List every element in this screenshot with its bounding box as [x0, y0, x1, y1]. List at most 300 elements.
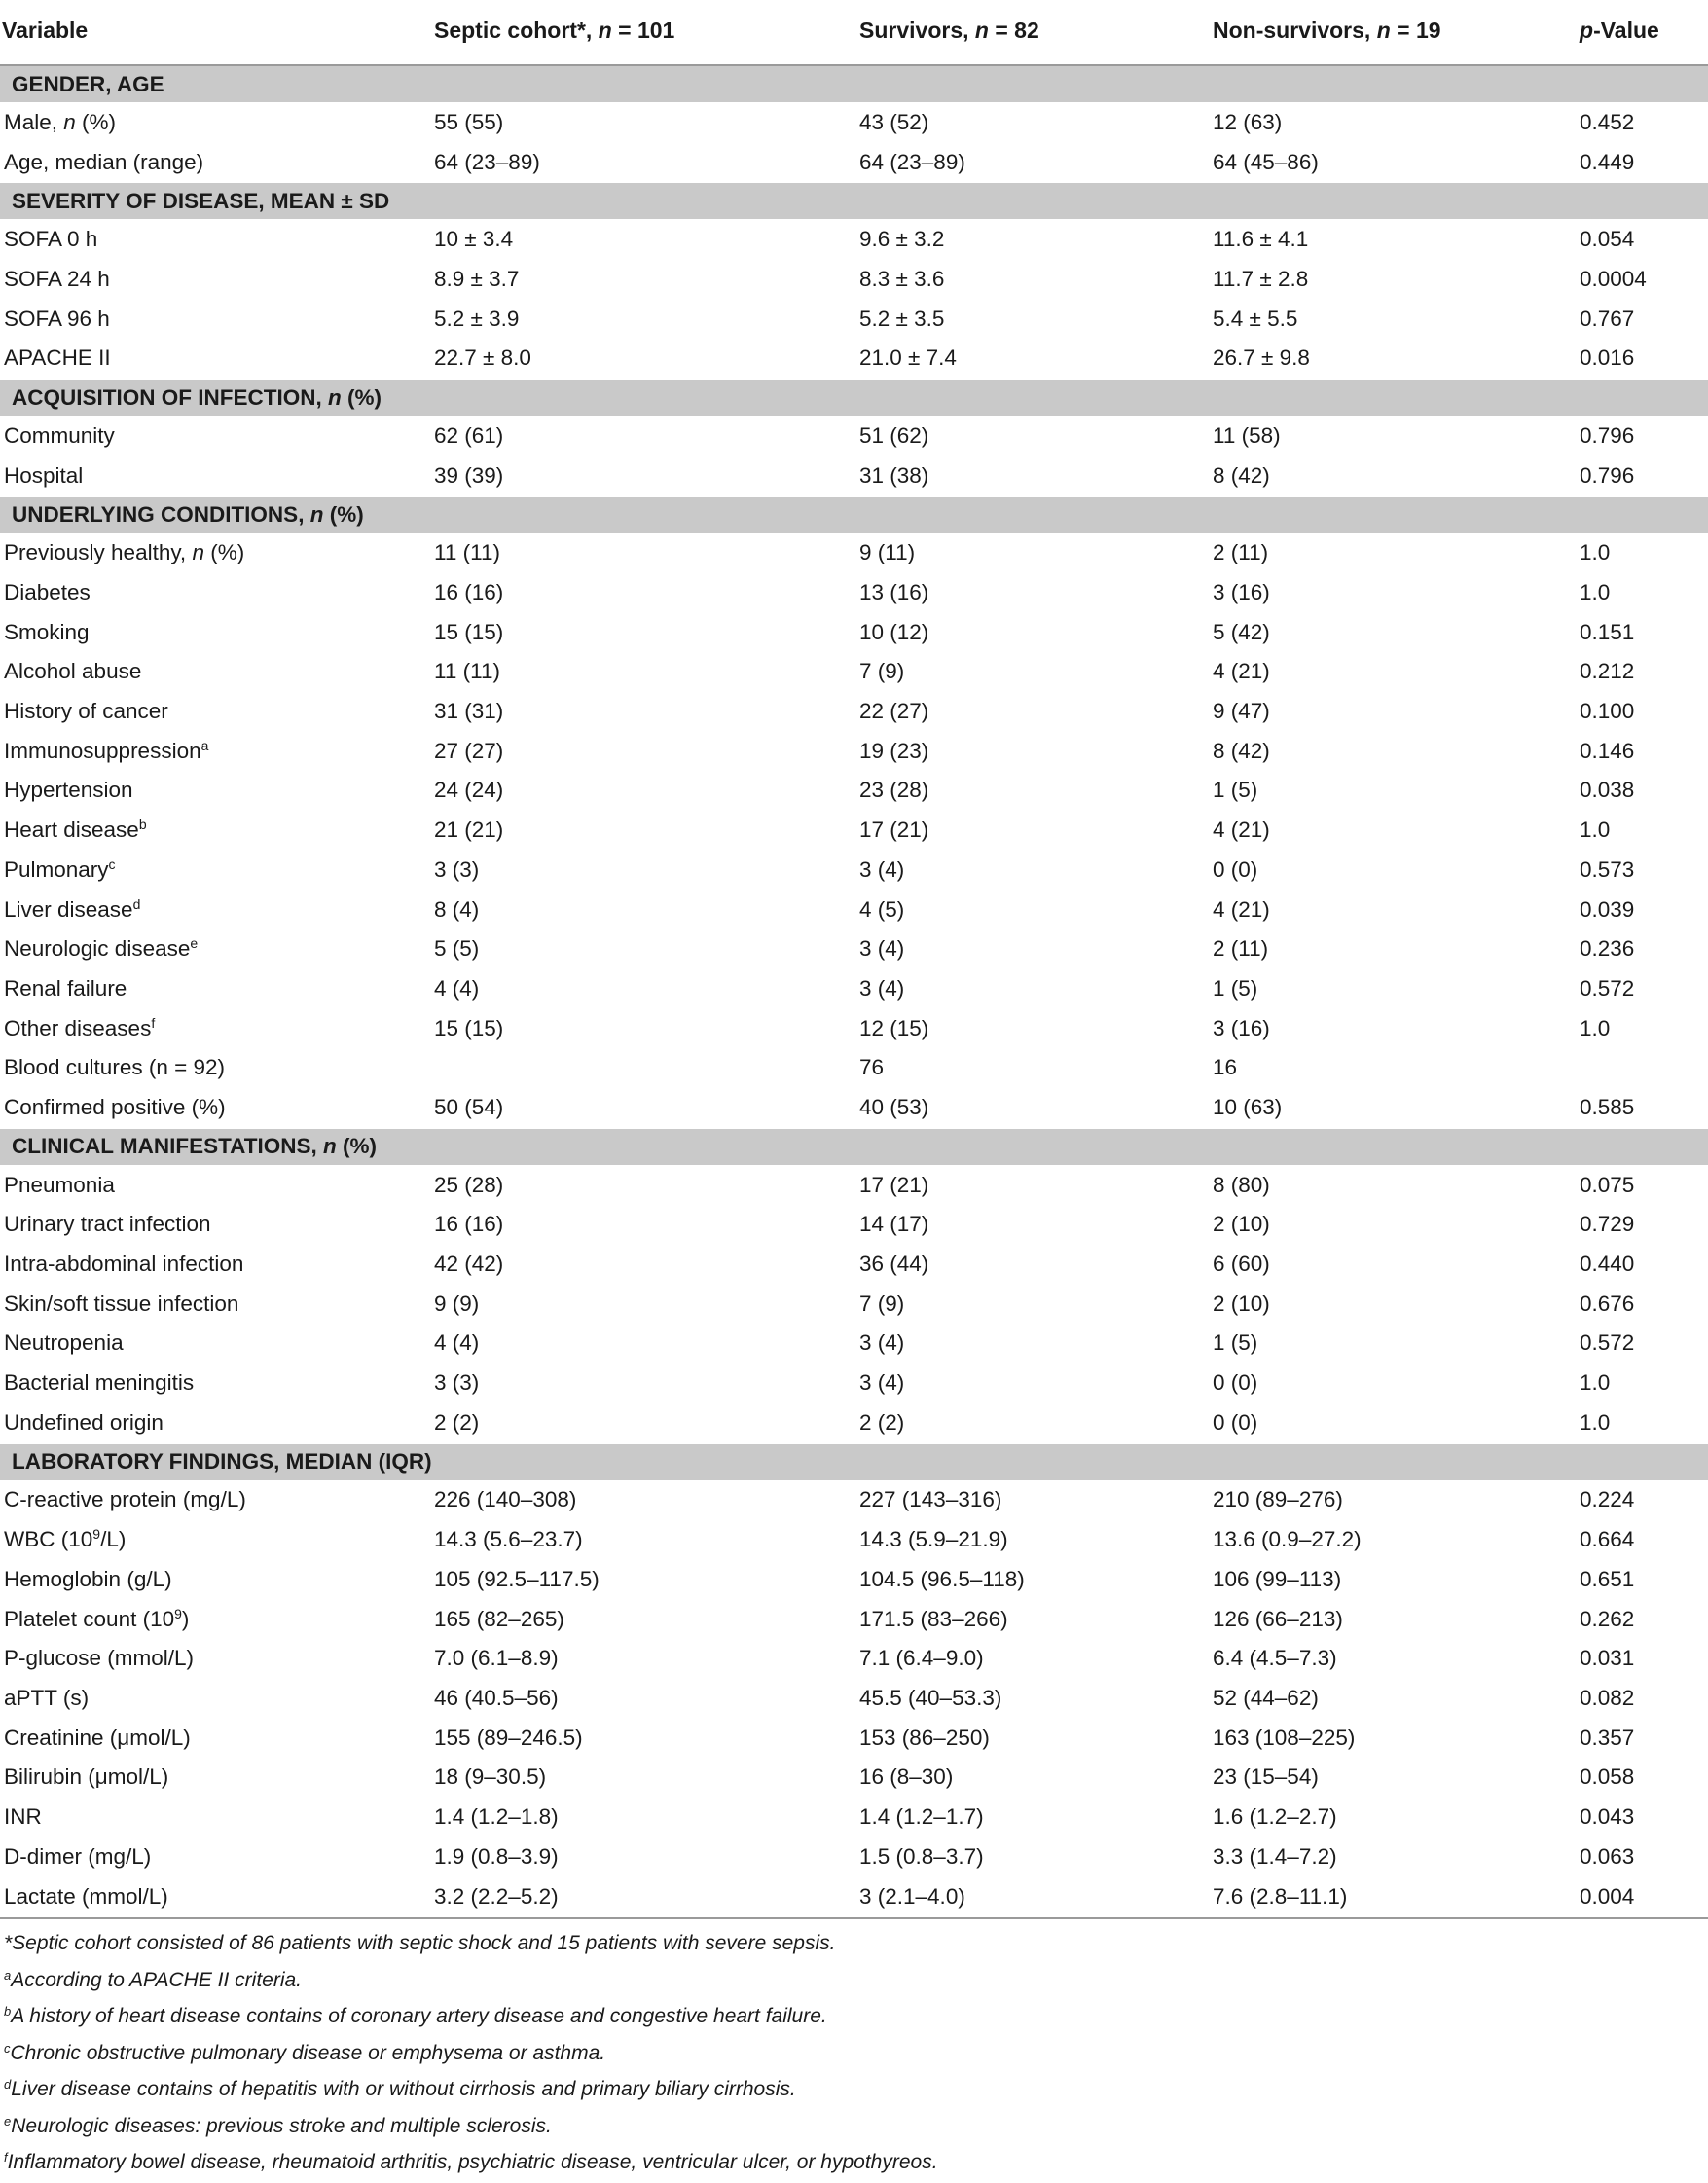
cell-p-value: 1.0 [1576, 1008, 1708, 1048]
cell-survivors: 104.5 (96.5–118) [855, 1560, 1209, 1600]
section-laboratory [0, 1443, 1708, 1481]
cell-septic: 1.4 (1.2–1.8) [430, 1798, 855, 1837]
cell-survivors: 45.5 (40–53.3) [855, 1679, 1209, 1719]
label-text: Other diseases [4, 1015, 152, 1040]
cell-survivors: 12 (15) [855, 1008, 1209, 1048]
row-label: Undefined origin [0, 1402, 430, 1442]
cell-nonsurvivors: 11.6 ± 4.1 [1209, 220, 1576, 260]
cell-p-value: 0.016 [1576, 339, 1708, 379]
header-non-survivors [1209, 0, 1576, 65]
table-row [0, 1480, 1708, 1520]
cell-survivors: 7 (9) [855, 652, 1209, 692]
section-title-prefix: ACQUISITION OF INFECTION, [12, 384, 328, 410]
row-label: Hypertension [0, 771, 430, 811]
cell-survivors: 1.4 (1.2–1.7) [855, 1798, 1209, 1837]
cell-nonsurvivors: 52 (44–62) [1209, 1679, 1576, 1719]
cell-survivors: 14.3 (5.9–21.9) [855, 1520, 1209, 1560]
cell-septic: 15 (15) [430, 612, 855, 652]
cell-survivors: 10 (12) [855, 612, 1209, 652]
footnote-marker: a [200, 737, 209, 753]
cell-survivors: 2 (2) [855, 1402, 1209, 1442]
cell-septic: 14.3 (5.6–23.7) [430, 1520, 855, 1560]
row-label: Bilirubin (μmol/L) [0, 1758, 430, 1798]
cell-septic: 42 (42) [430, 1245, 855, 1285]
cell-nonsurvivors: 0 (0) [1209, 1402, 1576, 1442]
cell-p-value: 0.075 [1576, 1165, 1708, 1205]
footnote-text: Liver disease contains of hepatitis with or without cirrhosis and primary biliary cirrhosis. [11, 2078, 796, 2100]
table-row [0, 652, 1708, 692]
cell-nonsurvivors: 26.7 ± 9.8 [1209, 339, 1576, 379]
section-title-suffix: (%) [341, 384, 382, 410]
cell-nonsurvivors: 23 (15–54) [1209, 1758, 1576, 1798]
cell-survivors: 21.0 ± 7.4 [855, 339, 1209, 379]
label-exponent: 9 [174, 1605, 182, 1621]
cell-septic: 2 (2) [430, 1402, 855, 1442]
header-p-suffix: -Value [1593, 17, 1659, 43]
header-variable: Variable [0, 0, 430, 65]
row-label: P-glucose (mmol/L) [0, 1639, 430, 1679]
section-title: GENDER, AGE [0, 65, 1708, 103]
table-row [0, 1324, 1708, 1364]
footnote-e [4, 2108, 1697, 2145]
row-label: SOFA 96 h [0, 299, 430, 339]
cell-septic: 5.2 ± 3.9 [430, 299, 855, 339]
header-survivors-n: n [974, 17, 989, 43]
table-row [0, 969, 1708, 1009]
section-title [0, 379, 1708, 417]
section-acquisition [0, 379, 1708, 417]
section-underlying [0, 496, 1708, 534]
cell-nonsurvivors: 0 (0) [1209, 1364, 1576, 1403]
label-suffix: (%) [75, 109, 117, 134]
cell-p-value: 0.676 [1576, 1284, 1708, 1324]
table-row [0, 731, 1708, 771]
table-row [0, 1284, 1708, 1324]
cell-septic: 16 (16) [430, 573, 855, 613]
cell-nonsurvivors: 163 (108–225) [1209, 1718, 1576, 1758]
header-p: p [1580, 17, 1594, 43]
row-label: Smoking [0, 612, 430, 652]
footnote-mark: f [4, 2150, 8, 2165]
row-label: Neutropenia [0, 1324, 430, 1364]
cell-survivors: 5.2 ± 3.5 [855, 299, 1209, 339]
row-label: Diabetes [0, 573, 430, 613]
table-row [0, 1599, 1708, 1639]
cell-septic: 55 (55) [430, 103, 855, 143]
cell-septic: 4 (4) [430, 1324, 855, 1364]
section-title: SEVERITY OF DISEASE, MEAN ± SD [0, 182, 1708, 220]
cell-p-value: 1.0 [1576, 1402, 1708, 1442]
cell-survivors: 8.3 ± 3.6 [855, 260, 1209, 300]
cell-septic: 18 (9–30.5) [430, 1758, 855, 1798]
label-n: n [192, 540, 204, 565]
section-clinical [0, 1128, 1708, 1166]
label-n: n [63, 109, 76, 134]
table-row [0, 1718, 1708, 1758]
cell-septic: 11 (11) [430, 652, 855, 692]
cell-nonsurvivors: 4 (21) [1209, 811, 1576, 851]
footnote-text: Neurologic diseases: previous stroke and multiple sclerosis. [11, 2114, 552, 2137]
row-label: Hemoglobin (g/L) [0, 1560, 430, 1600]
label-text: Neurologic disease [4, 936, 191, 962]
table-row [0, 1560, 1708, 1600]
cell-septic: 21 (21) [430, 811, 855, 851]
cell-survivors: 36 (44) [855, 1245, 1209, 1285]
cell-survivors: 171.5 (83–266) [855, 1599, 1209, 1639]
row-label: INR [0, 1798, 430, 1837]
table-row [0, 417, 1708, 456]
footnote-a [4, 1962, 1697, 1999]
cell-survivors: 153 (86–250) [855, 1718, 1209, 1758]
cell-p-value: 0.572 [1576, 1324, 1708, 1364]
cell-nonsurvivors: 1 (5) [1209, 771, 1576, 811]
header-nonsurvivors-prefix: Non-survivors, [1213, 17, 1377, 43]
cell-survivors: 9 (11) [855, 533, 1209, 573]
cell-p-value: 0.004 [1576, 1876, 1708, 1918]
table-row [0, 533, 1708, 573]
cell-p-value: 1.0 [1576, 573, 1708, 613]
cell-nonsurvivors: 5 (42) [1209, 612, 1576, 652]
cell-nonsurvivors: 5.4 ± 5.5 [1209, 299, 1576, 339]
row-label [0, 533, 430, 573]
cell-septic: 46 (40.5–56) [430, 1679, 855, 1719]
cell-p-value: 0.031 [1576, 1639, 1708, 1679]
table-row [0, 1205, 1708, 1245]
cell-nonsurvivors: 3.3 (1.4–7.2) [1209, 1837, 1576, 1876]
cell-nonsurvivors: 126 (66–213) [1209, 1599, 1576, 1639]
table-row [0, 1876, 1708, 1918]
cell-nonsurvivors: 106 (99–113) [1209, 1560, 1576, 1600]
section-title: LABORATORY FINDINGS, MEDIAN (IQR) [0, 1443, 1708, 1481]
row-label [0, 811, 430, 851]
footnote-star: *Septic cohort consisted of 86 patients with septic shock and 15 patients with severe sepsis. [4, 1932, 836, 1954]
cell-nonsurvivors: 2 (11) [1209, 533, 1576, 573]
cell-septic: 10 ± 3.4 [430, 220, 855, 260]
header-septic-n: n [598, 17, 612, 43]
table-row [0, 1364, 1708, 1403]
cell-survivors: 4 (5) [855, 890, 1209, 929]
cell-septic: 155 (89–246.5) [430, 1718, 855, 1758]
cell-nonsurvivors: 7.6 (2.8–11.1) [1209, 1876, 1576, 1918]
cell-p-value: 0.039 [1576, 890, 1708, 929]
cell-p-value: 0.063 [1576, 1837, 1708, 1876]
footnote-marker: d [132, 895, 141, 912]
row-label: Renal failure [0, 969, 430, 1009]
table-row [0, 1402, 1708, 1442]
row-label: C-reactive protein (mg/L) [0, 1480, 430, 1520]
cell-septic: 31 (31) [430, 692, 855, 732]
cell-p-value: 0.729 [1576, 1205, 1708, 1245]
cell-survivors: 64 (23–89) [855, 142, 1209, 182]
header-septic-cohort [430, 0, 855, 65]
cell-p-value: 0.058 [1576, 1758, 1708, 1798]
footnote-c [4, 2035, 1697, 2072]
cell-nonsurvivors: 4 (21) [1209, 652, 1576, 692]
cell-survivors: 1.5 (0.8–3.7) [855, 1837, 1209, 1876]
cell-nonsurvivors: 64 (45–86) [1209, 142, 1576, 182]
label-suffix: (%) [203, 540, 245, 565]
cell-survivors: 3 (4) [855, 929, 1209, 969]
cell-p-value: 0.796 [1576, 455, 1708, 495]
row-label: Urinary tract infection [0, 1205, 430, 1245]
table-row [0, 1639, 1708, 1679]
cell-septic: 16 (16) [430, 1205, 855, 1245]
table-row [0, 1165, 1708, 1205]
cell-survivors: 9.6 ± 3.2 [855, 220, 1209, 260]
row-label: Age, median (range) [0, 142, 430, 182]
row-label: Community [0, 417, 430, 456]
row-label: Blood cultures (n = 92) [0, 1048, 430, 1088]
cell-nonsurvivors: 9 (47) [1209, 692, 1576, 732]
cell-septic: 4 (4) [430, 969, 855, 1009]
footnote-d [4, 2071, 1697, 2108]
label-text: Male, [4, 109, 64, 134]
row-label: SOFA 0 h [0, 220, 430, 260]
cell-p-value: 0.0004 [1576, 260, 1708, 300]
footnote-marker: b [138, 817, 147, 833]
cell-nonsurvivors: 11.7 ± 2.8 [1209, 260, 1576, 300]
cell-nonsurvivors: 8 (80) [1209, 1165, 1576, 1205]
cell-septic [430, 1048, 855, 1088]
table-row [0, 612, 1708, 652]
cell-survivors: 22 (27) [855, 692, 1209, 732]
row-label [0, 1599, 430, 1639]
footnote-mark: b [4, 2004, 12, 2019]
cell-p-value: 0.651 [1576, 1560, 1708, 1600]
cell-p-value: 0.038 [1576, 771, 1708, 811]
cell-survivors: 3 (2.1–4.0) [855, 1876, 1209, 1918]
cell-nonsurvivors: 2 (10) [1209, 1205, 1576, 1245]
cell-nonsurvivors: 16 [1209, 1048, 1576, 1088]
row-label: Lactate (mmol/L) [0, 1876, 430, 1918]
cell-survivors: 3 (4) [855, 1364, 1209, 1403]
table-row [0, 890, 1708, 929]
cell-nonsurvivors: 1.6 (1.2–2.7) [1209, 1798, 1576, 1837]
section-title-n: n [323, 1134, 337, 1159]
header-septic-prefix: Septic cohort*, [434, 17, 599, 43]
cell-survivors: 17 (21) [855, 1165, 1209, 1205]
table-row [0, 1048, 1708, 1088]
cell-survivors: 23 (28) [855, 771, 1209, 811]
label-text: WBC (10 [4, 1527, 93, 1552]
cell-septic: 11 (11) [430, 533, 855, 573]
row-label: Intra-abdominal infection [0, 1245, 430, 1285]
cell-septic: 8.9 ± 3.7 [430, 260, 855, 300]
label-text: Platelet count (10 [4, 1606, 175, 1631]
cell-nonsurvivors: 6 (60) [1209, 1245, 1576, 1285]
cell-septic: 165 (82–265) [430, 1599, 855, 1639]
row-label [0, 731, 430, 771]
cell-p-value: 0.440 [1576, 1245, 1708, 1285]
table-footnotes [4, 1925, 1697, 2181]
table-row [0, 455, 1708, 495]
cell-p-value: 0.212 [1576, 652, 1708, 692]
cell-p-value: 1.0 [1576, 533, 1708, 573]
cell-nonsurvivors: 0 (0) [1209, 851, 1576, 891]
table-row [0, 929, 1708, 969]
row-label: Bacterial meningitis [0, 1364, 430, 1403]
cell-p-value: 0.452 [1576, 103, 1708, 143]
cell-nonsurvivors: 4 (21) [1209, 890, 1576, 929]
label-suffix: ) [181, 1606, 190, 1631]
cell-p-value: 0.767 [1576, 299, 1708, 339]
footnote-text: Chronic obstructive pulmonary disease or emphysema or asthma. [10, 2041, 606, 2064]
cell-septic: 9 (9) [430, 1284, 855, 1324]
footnote-mark: a [4, 1967, 12, 1983]
cell-nonsurvivors: 3 (16) [1209, 573, 1576, 613]
table-row [0, 573, 1708, 613]
footnote-text: A history of heart disease contains of coronary artery disease and congestive heart failure. [11, 2005, 827, 2027]
cell-nonsurvivors: 2 (11) [1209, 929, 1576, 969]
label-suffix: /L) [100, 1527, 127, 1552]
row-label: D-dimer (mg/L) [0, 1837, 430, 1876]
cell-nonsurvivors: 1 (5) [1209, 969, 1576, 1009]
cell-septic: 50 (54) [430, 1088, 855, 1128]
cell-nonsurvivors: 6.4 (4.5–7.3) [1209, 1639, 1576, 1679]
cell-septic: 5 (5) [430, 929, 855, 969]
cell-survivors: 19 (23) [855, 731, 1209, 771]
cell-survivors: 3 (4) [855, 851, 1209, 891]
section-title-suffix: (%) [323, 502, 364, 527]
footnote-b [4, 1998, 1697, 2035]
cell-p-value: 0.262 [1576, 1599, 1708, 1639]
label-exponent: 9 [92, 1526, 101, 1543]
cell-septic: 3.2 (2.2–5.2) [430, 1876, 855, 1918]
table-row [0, 1837, 1708, 1876]
section-title-prefix: UNDERLYING CONDITIONS, [12, 502, 310, 527]
row-label: Alcohol abuse [0, 652, 430, 692]
header-survivors-suffix: = 82 [988, 17, 1039, 43]
table-row [0, 771, 1708, 811]
cell-nonsurvivors: 10 (63) [1209, 1088, 1576, 1128]
cell-septic: 7.0 (6.1–8.9) [430, 1639, 855, 1679]
row-label [0, 929, 430, 969]
section-title [0, 1128, 1708, 1166]
cell-survivors: 16 (8–30) [855, 1758, 1209, 1798]
footnote-text: According to APACHE II criteria. [11, 1968, 303, 1991]
cell-septic: 105 (92.5–117.5) [430, 1560, 855, 1600]
cell-p-value: 0.043 [1576, 1798, 1708, 1837]
cell-septic: 25 (28) [430, 1165, 855, 1205]
cell-septic: 8 (4) [430, 890, 855, 929]
cell-survivors: 51 (62) [855, 417, 1209, 456]
cell-septic: 39 (39) [430, 455, 855, 495]
table-row [0, 1758, 1708, 1798]
cell-nonsurvivors: 13.6 (0.9–27.2) [1209, 1520, 1576, 1560]
footnote-mark: d [4, 2077, 12, 2092]
cell-survivors: 76 [855, 1048, 1209, 1088]
header-nonsurvivors-suffix: = 19 [1390, 17, 1441, 43]
cell-survivors: 3 (4) [855, 969, 1209, 1009]
cell-septic: 15 (15) [430, 1008, 855, 1048]
cell-p-value: 0.100 [1576, 692, 1708, 732]
cell-septic: 226 (140–308) [430, 1480, 855, 1520]
cell-p-value: 1.0 [1576, 811, 1708, 851]
cell-p-value: 0.585 [1576, 1088, 1708, 1128]
section-severity [0, 182, 1708, 220]
row-label: APACHE II [0, 339, 430, 379]
cell-survivors: 3 (4) [855, 1324, 1209, 1364]
label-text: Pulmonary [4, 856, 109, 882]
table-row [0, 220, 1708, 260]
cell-survivors: 7 (9) [855, 1284, 1209, 1324]
table-row [0, 1798, 1708, 1837]
cell-p-value: 0.054 [1576, 220, 1708, 260]
section-title-prefix: CLINICAL MANIFESTATIONS, [12, 1134, 323, 1159]
cell-p-value [1576, 1048, 1708, 1088]
header-survivors-prefix: Survivors, [859, 17, 975, 43]
row-label [0, 890, 430, 929]
cell-p-value: 0.664 [1576, 1520, 1708, 1560]
cell-p-value: 1.0 [1576, 1364, 1708, 1403]
cell-septic: 3 (3) [430, 1364, 855, 1403]
table-row [0, 1008, 1708, 1048]
footnote-mark: c [4, 2040, 11, 2056]
cell-nonsurvivors: 2 (10) [1209, 1284, 1576, 1324]
footnote-mark: e [4, 2113, 12, 2128]
label-text: Liver disease [4, 896, 133, 922]
cell-septic: 22.7 ± 8.0 [430, 339, 855, 379]
cell-septic: 64 (23–89) [430, 142, 855, 182]
table-row [0, 103, 1708, 143]
table-row [0, 851, 1708, 891]
table-row [0, 1679, 1708, 1719]
header-nonsurvivors-n: n [1376, 17, 1391, 43]
cell-p-value: 0.082 [1576, 1679, 1708, 1719]
row-label: Skin/soft tissue infection [0, 1284, 430, 1324]
label-text: Immunosuppression [4, 738, 201, 763]
row-label [0, 1008, 430, 1048]
label-text: Heart disease [4, 818, 139, 843]
cell-septic: 27 (27) [430, 731, 855, 771]
cell-survivors: 13 (16) [855, 573, 1209, 613]
cell-p-value: 0.796 [1576, 417, 1708, 456]
cell-p-value: 0.572 [1576, 969, 1708, 1009]
table-row [0, 299, 1708, 339]
table-row [0, 260, 1708, 300]
cell-p-value: 0.224 [1576, 1480, 1708, 1520]
cell-p-value: 0.146 [1576, 731, 1708, 771]
table-row [0, 339, 1708, 379]
row-label [0, 103, 430, 143]
table-row [0, 811, 1708, 851]
footnote-marker: f [151, 1014, 156, 1031]
cell-survivors: 40 (53) [855, 1088, 1209, 1128]
cell-p-value: 0.357 [1576, 1718, 1708, 1758]
cell-nonsurvivors: 3 (16) [1209, 1008, 1576, 1048]
table-row [0, 1520, 1708, 1560]
header-p-value [1576, 0, 1708, 65]
cell-nonsurvivors: 210 (89–276) [1209, 1480, 1576, 1520]
cell-nonsurvivors: 1 (5) [1209, 1324, 1576, 1364]
cell-survivors: 227 (143–316) [855, 1480, 1209, 1520]
label-text: Previously healthy, [4, 540, 193, 565]
section-title-n: n [309, 502, 324, 527]
footnote-text: Inflammatory bowel disease, rheumatoid arthritis, psychiatric disease, ventricular ulcer, or hypothyreos. [7, 2151, 938, 2173]
cell-septic: 3 (3) [430, 851, 855, 891]
cell-survivors: 43 (52) [855, 103, 1209, 143]
cell-p-value: 0.449 [1576, 142, 1708, 182]
cell-nonsurvivors: 11 (58) [1209, 417, 1576, 456]
row-label [0, 851, 430, 891]
cell-survivors: 17 (21) [855, 811, 1209, 851]
header-septic-suffix: = 101 [611, 17, 675, 43]
table-row [0, 142, 1708, 182]
header-row [0, 0, 1708, 65]
cell-p-value: 0.236 [1576, 929, 1708, 969]
cell-p-value: 0.573 [1576, 851, 1708, 891]
row-label: Hospital [0, 455, 430, 495]
